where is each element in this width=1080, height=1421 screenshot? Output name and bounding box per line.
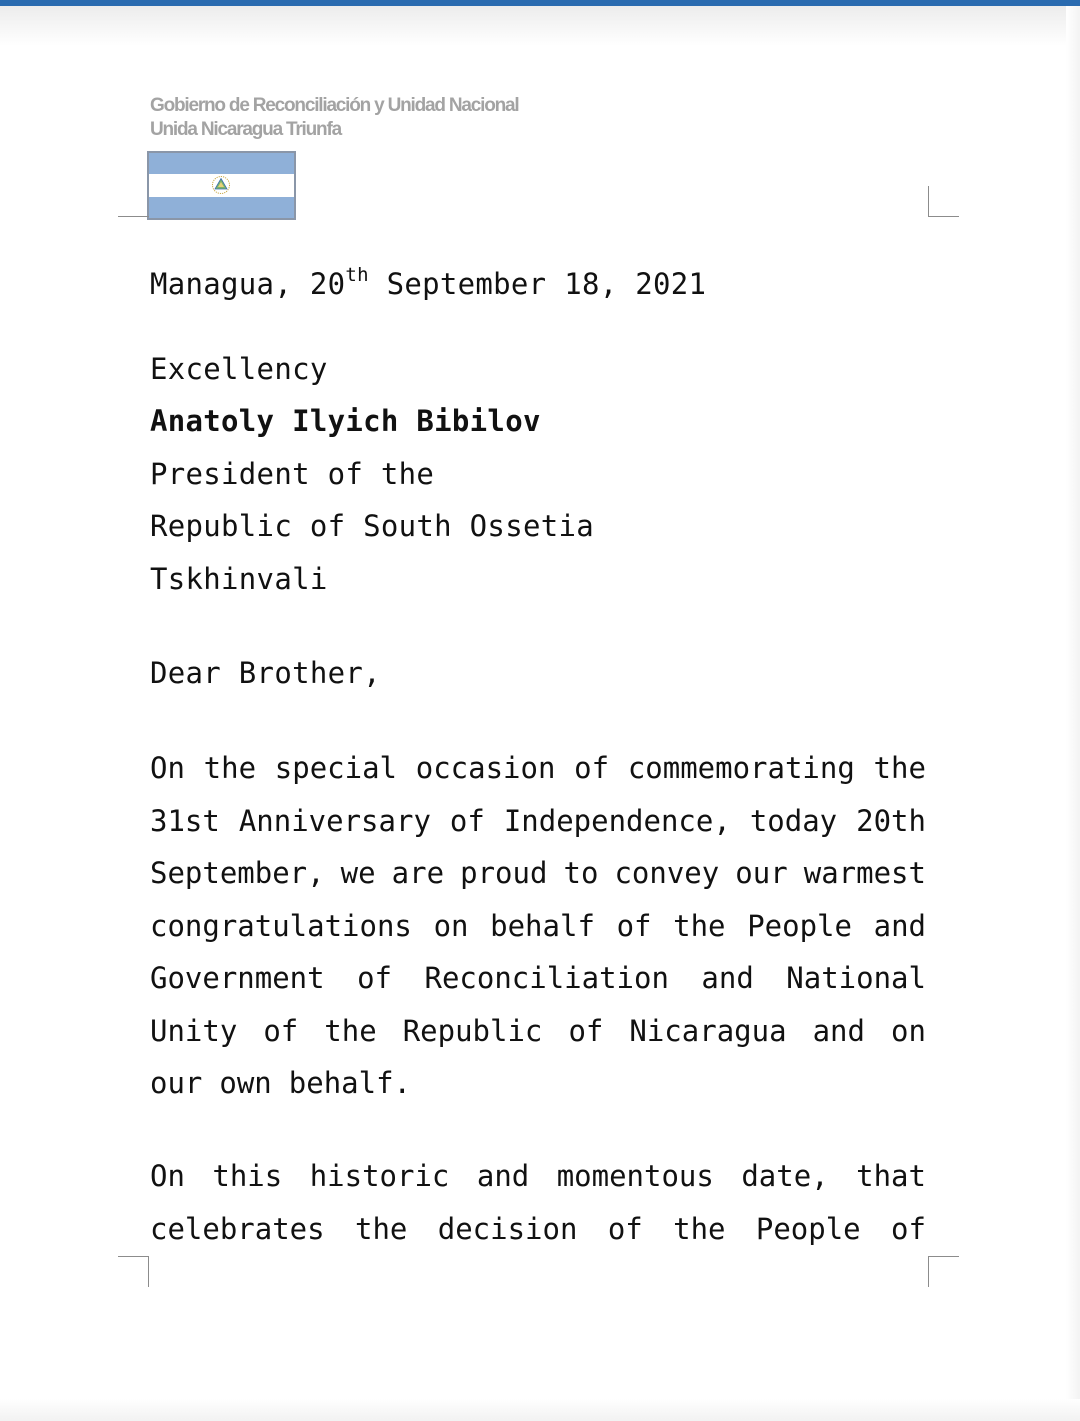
recipient-city: Tskhinvali: [150, 562, 328, 596]
recipient-role: President of the: [150, 457, 435, 491]
word: date,: [741, 1159, 829, 1193]
word: of: [449, 803, 485, 838]
word: Nicaragua: [629, 1013, 787, 1048]
page-right-shadow: [1066, 6, 1080, 1406]
paragraph-line: [150, 1005, 926, 1058]
date-suffix: September 18, 2021: [368, 267, 707, 301]
word: the: [203, 751, 257, 785]
word: behalf: [490, 908, 595, 943]
word: Government: [150, 961, 325, 995]
paragraph-line: [150, 900, 926, 953]
word: National: [786, 961, 926, 995]
word: 31st: [150, 803, 220, 838]
letterhead-motto: Unida Nicaragua Triunfa: [150, 119, 341, 140]
greeting: Dear Brother,: [150, 656, 381, 690]
word: People: [747, 908, 852, 943]
word: our: [150, 1066, 203, 1100]
recipient-country: Republic of South Ossetia: [150, 509, 594, 543]
word: and: [701, 961, 754, 995]
word: historic: [309, 1159, 450, 1193]
salutation-title: Excellency: [150, 352, 328, 386]
word: On: [150, 751, 185, 785]
word: the: [673, 908, 726, 943]
word: on: [890, 1013, 926, 1048]
paragraph-line: [150, 952, 926, 1005]
date-ordinal-suffix: th: [345, 264, 369, 286]
paragraph-1: [150, 742, 926, 1110]
page-top-shadow: [0, 6, 1080, 46]
word: September,: [150, 856, 325, 890]
word: Unity: [150, 1013, 238, 1048]
nicaragua-flag-image: [147, 151, 296, 220]
word: special: [274, 751, 397, 785]
word: celebrates: [150, 1211, 325, 1246]
word: momentous: [556, 1159, 714, 1193]
word: People: [755, 1211, 861, 1246]
word: the: [354, 1211, 408, 1246]
paragraph-2: [150, 1150, 926, 1255]
nicaragua-coat-of-arms-icon: [209, 175, 233, 195]
word: on: [433, 908, 469, 943]
word: commemorating: [627, 751, 855, 785]
margin-marker-top-left: [118, 187, 149, 217]
word: Republic: [402, 1013, 543, 1048]
word: we: [340, 856, 376, 890]
word: behalf.: [288, 1066, 411, 1100]
word: the: [324, 1013, 377, 1048]
letterhead-government-name: Gobierno de Reconciliación y Unidad Nacional: [150, 95, 519, 116]
word: are: [391, 856, 445, 890]
margin-marker-bottom-right: [928, 1256, 959, 1287]
word: own: [219, 1066, 272, 1100]
paragraph-line: [150, 742, 926, 795]
recipient-name: Anatoly Ilyich Bibilov: [150, 404, 541, 438]
word: Anniversary: [238, 803, 431, 838]
page-bottom-shadow: [0, 1399, 1080, 1421]
word: congratulations: [150, 908, 412, 943]
word: to: [563, 856, 599, 890]
word: the: [873, 751, 926, 785]
word: On: [150, 1159, 185, 1193]
word: warmest: [803, 856, 926, 890]
word: convey: [614, 856, 720, 890]
word: 20th: [856, 803, 926, 838]
word: of: [616, 908, 652, 943]
paragraph-line: [150, 847, 926, 900]
word: Independence,: [503, 803, 731, 838]
word: Reconciliation: [424, 961, 669, 995]
paragraph-line: [150, 1057, 926, 1110]
paragraph-line: [150, 1150, 926, 1203]
word: today: [749, 803, 838, 838]
paragraph-line: [150, 795, 926, 848]
word: of: [574, 751, 610, 785]
word: that: [856, 1159, 926, 1193]
paragraph-line: [150, 1203, 926, 1256]
margin-marker-top-right: [928, 186, 959, 217]
word: of: [568, 1013, 604, 1048]
word: of: [357, 961, 393, 995]
word: occasion: [415, 751, 556, 785]
word: and: [812, 1013, 865, 1048]
word: and: [476, 1159, 530, 1193]
letter-date: [150, 255, 706, 304]
word: our: [735, 856, 788, 890]
date-prefix: Managua, 20: [150, 267, 346, 301]
word: and: [873, 908, 926, 943]
word: of: [891, 1211, 926, 1246]
margin-marker-bottom-left: [118, 1256, 149, 1287]
word: proud: [460, 856, 548, 890]
word: of: [607, 1211, 643, 1246]
word: this: [212, 1159, 283, 1193]
word: of: [263, 1013, 299, 1048]
word: decision: [437, 1211, 578, 1246]
word: the: [673, 1211, 726, 1246]
